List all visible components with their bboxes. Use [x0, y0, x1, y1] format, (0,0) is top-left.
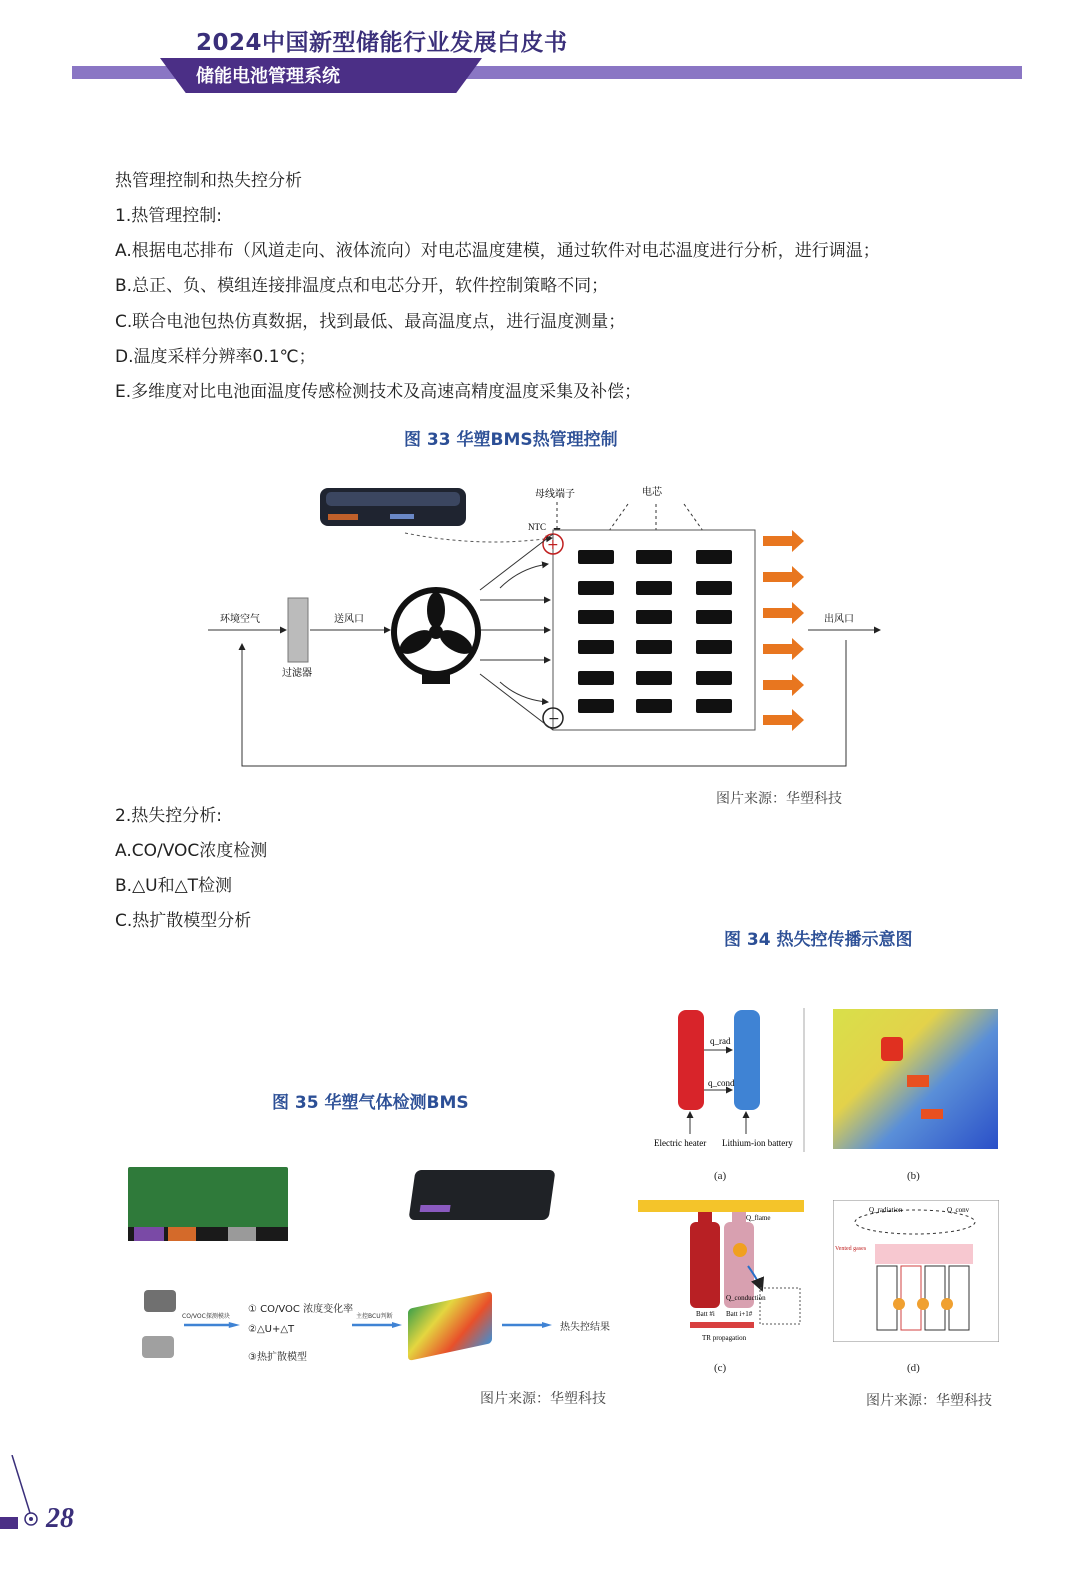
ambient-air-label: 环境空气 — [220, 614, 260, 625]
paragraph-line: B.总正、负、模组连接排温度点和电芯分开，软件控制策略不同； — [115, 276, 609, 296]
figure-34-panel-a — [642, 1004, 806, 1154]
detect-module-label: CO/VOC探测模块 — [182, 1313, 230, 1320]
paragraph-line: A.CO/VOC浓度检测 — [115, 841, 268, 861]
page-number: 28 — [46, 1503, 74, 1534]
runaway-result-label: 热失控结果 — [560, 1322, 610, 1333]
figure-33-source: 图片来源：华塑科技 — [716, 791, 842, 807]
batt-i-label: Batt #i — [696, 1310, 715, 1318]
paragraph-line: 1.热管理控制: — [115, 206, 222, 226]
electric-heater-label: Electric heater — [654, 1138, 707, 1148]
report-title: 2024中国新型储能行业发展白皮书 — [196, 30, 568, 56]
flow-item-1: ① CO/VOC 浓度变化率 — [248, 1304, 354, 1315]
paragraph-line: A.根据电芯排布（风道走向、液体流向）对电芯温度建模，通过软件对电芯温度进行分析，进行调温； — [115, 241, 880, 261]
battery-label: Lithium-ion battery — [722, 1138, 793, 1148]
batt-i1-label: Batt i+1# — [726, 1310, 753, 1318]
paragraph-line: B.△U和△T检测 — [115, 876, 233, 896]
flow-arrow — [352, 1322, 402, 1328]
fan-icon — [394, 590, 478, 684]
flow-item-3: ③热扩散模型 — [248, 1352, 307, 1363]
q-conduction-label: Q_conduction — [726, 1294, 766, 1302]
paragraph-line: 2.热失控分析: — [115, 806, 222, 826]
flow-arrow — [184, 1322, 240, 1328]
cell-label: 电芯 — [642, 487, 662, 498]
figure-33-caption: 图 33 华塑BMS热管理控制 — [404, 430, 618, 450]
figure-34-caption: 图 34 热失控传播示意图 — [724, 930, 913, 950]
paragraph-line: C.联合电池包热仿真数据，找到最低、最高温度点，进行温度测量； — [115, 312, 626, 332]
paragraph-heading: 热管理控制和热失控分析 — [115, 171, 302, 191]
svg-text:+: + — [547, 537, 559, 553]
paragraph-line: D.温度采样分辨率0.1℃； — [115, 347, 316, 367]
panel-a-label: (a) — [714, 1170, 727, 1182]
bms-device-image — [320, 488, 466, 526]
busbar-label: 母线端子 — [535, 489, 575, 500]
vented-gases-label: Vented gases — [835, 1246, 867, 1252]
figure-34-panel-b-image — [833, 1009, 998, 1149]
panel-b-label: (b) — [907, 1170, 920, 1182]
flow-arrow — [502, 1322, 552, 1328]
gas-bms-device-image — [408, 1170, 555, 1220]
filter-block — [288, 598, 308, 662]
q-rad-label: q_rad — [710, 1036, 731, 1046]
flow-item-2: ②△U+△T — [248, 1324, 295, 1335]
figure-35-source: 图片来源：华塑科技 — [480, 1391, 606, 1407]
pcb-board-image — [128, 1167, 288, 1241]
q-conv-label: Q_conv — [947, 1206, 970, 1214]
outlet-label: 出风口 — [824, 614, 854, 625]
figure-34-panel-d — [833, 1200, 999, 1342]
figure-34-source: 图片来源：华塑科技 — [866, 1393, 992, 1409]
filter-label: 过滤器 — [282, 668, 312, 679]
paragraph-line: C.热扩散模型分析 — [115, 911, 252, 931]
q-cond-label: q_cond — [708, 1078, 735, 1088]
section-title: 储能电池管理系统 — [196, 66, 340, 87]
co-sensor-image — [144, 1290, 176, 1312]
panel-c-label: (c) — [714, 1362, 727, 1374]
paragraph-line: E.多维度对比电池面温度传感检测技术及高速高精度温度采集及补偿； — [115, 382, 642, 402]
q-flame-label: Q_flame — [746, 1214, 771, 1222]
panel-d-label: (d) — [907, 1362, 920, 1374]
figure-35-caption: 图 35 华塑气体检测BMS — [272, 1093, 469, 1113]
svg-text:−: − — [548, 711, 560, 727]
thermal-model-image — [408, 1291, 492, 1361]
q-radiation-label: Q_radiation — [869, 1206, 903, 1214]
outlet-arrows — [763, 530, 804, 731]
tr-propagation-label: TR propagation — [702, 1334, 747, 1342]
bcu-label: 主控BCU判断 — [356, 1313, 393, 1320]
inlet-label: 送风口 — [334, 614, 364, 625]
figure-33-diagram — [200, 478, 890, 774]
ntc-label: NTC — [528, 522, 546, 532]
voc-sensor-image — [142, 1336, 174, 1358]
figure-34-panel-c — [638, 1200, 804, 1342]
